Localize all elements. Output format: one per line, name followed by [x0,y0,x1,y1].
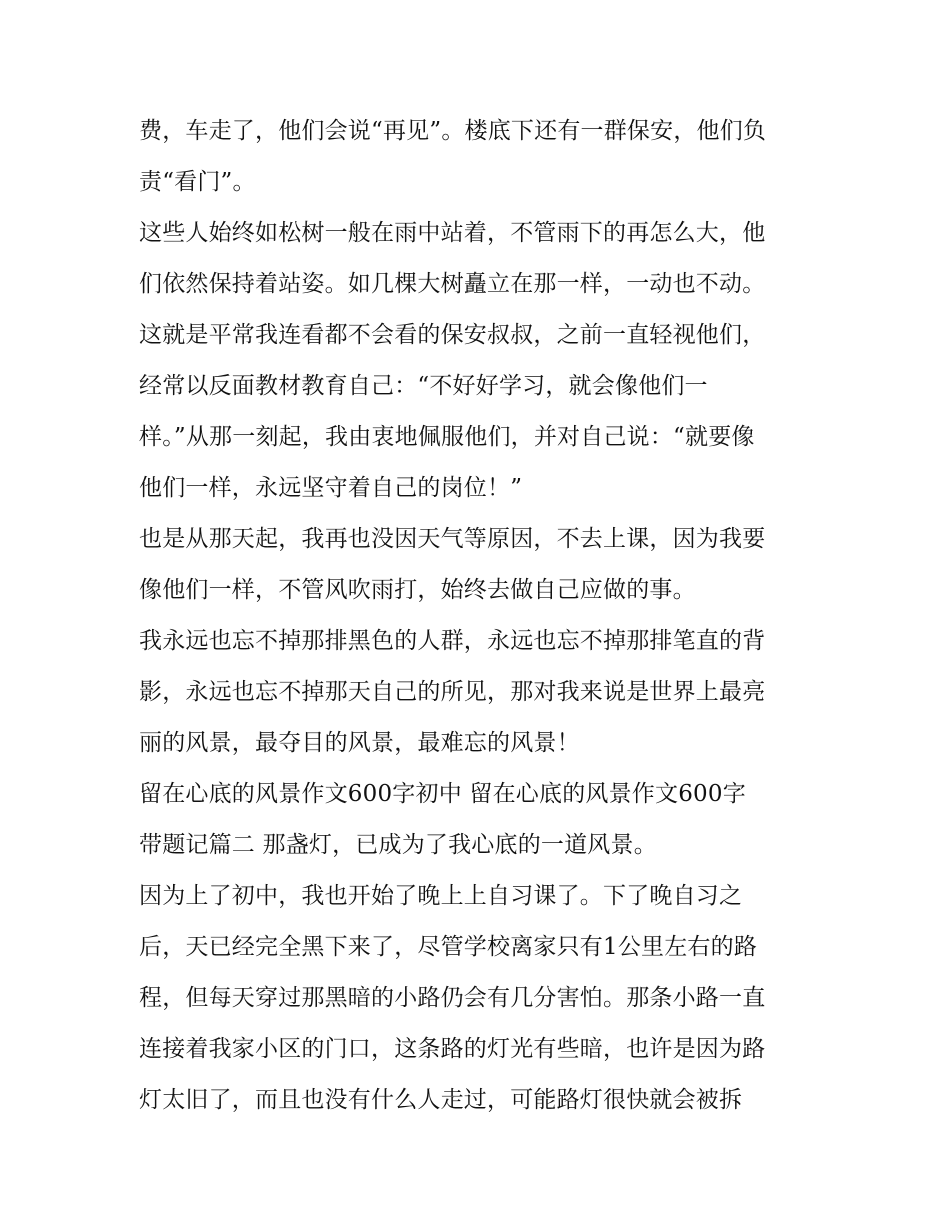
text-line: 费，车走了，他们会说“再见”。楼底下还有一群保安，他们负 [139,118,767,144]
essay-body [139,106,819,1126]
text-line: 程，但每天穿过那黑暗的小路仍会有几分害怕。那条小路一直 [139,985,766,1011]
text-line: 丽的风景，最夺目的风景，最难忘的风景！ [139,730,580,756]
text-line: 影，永远也忘不掉那天自己的所见，那对我来说是世界上最亮 [139,679,766,705]
text-line: 责“看门”。 [139,169,256,195]
text-line: 他们一样，永远坚守着自己的岗位！” [139,475,523,501]
text-line: 连接着我家小区的门口，这条路的灯光有些暗，也许是因为路 [139,1036,766,1062]
text-line: 灯太旧了，而且也没有什么人走过，可能路灯很快就会被拆 [139,1087,743,1113]
text-line: 也是从那天起，我再也没因天气等原因，不去上课，因为我要 [139,526,766,552]
text-line: 这就是平常我连看都不会看的保安叔叔，之前一直轻视他们， [139,322,766,348]
text-line: 这些人始终如松树一般在雨中站着，不管雨下的再怎么大，他 [139,220,766,246]
text-line: 留在心底的风景作文600字初中 留在心底的风景作文600字 [139,781,746,807]
text-line: 们依然保持着站姿。如几棵大树矗立在那一样，一动也不动。 [139,271,766,297]
text-line: 我永远也忘不掉那排黑色的人群，永远也忘不掉那排笔直的背 [139,628,766,654]
text-line: 像他们一样，不管风吹雨打，始终去做自己应做的事。 [139,577,696,603]
text-line: 带题记篇二 那盏灯，已成为了我心底的一道风景。 [139,832,657,858]
text-line: 样。”从那一刻起，我由衷地佩服他们，并对自己说：“就要像 [139,424,755,450]
text-line: 后，天已经完全黑下来了，尽管学校离家只有1公里左右的路 [139,934,758,960]
text-line: 经常以反面教材教育自己：“不好好学习，就会像他们一 [139,373,708,399]
text-line: 因为上了初中，我也开始了晚上上自习课了。下了晚自习之 [139,883,743,909]
